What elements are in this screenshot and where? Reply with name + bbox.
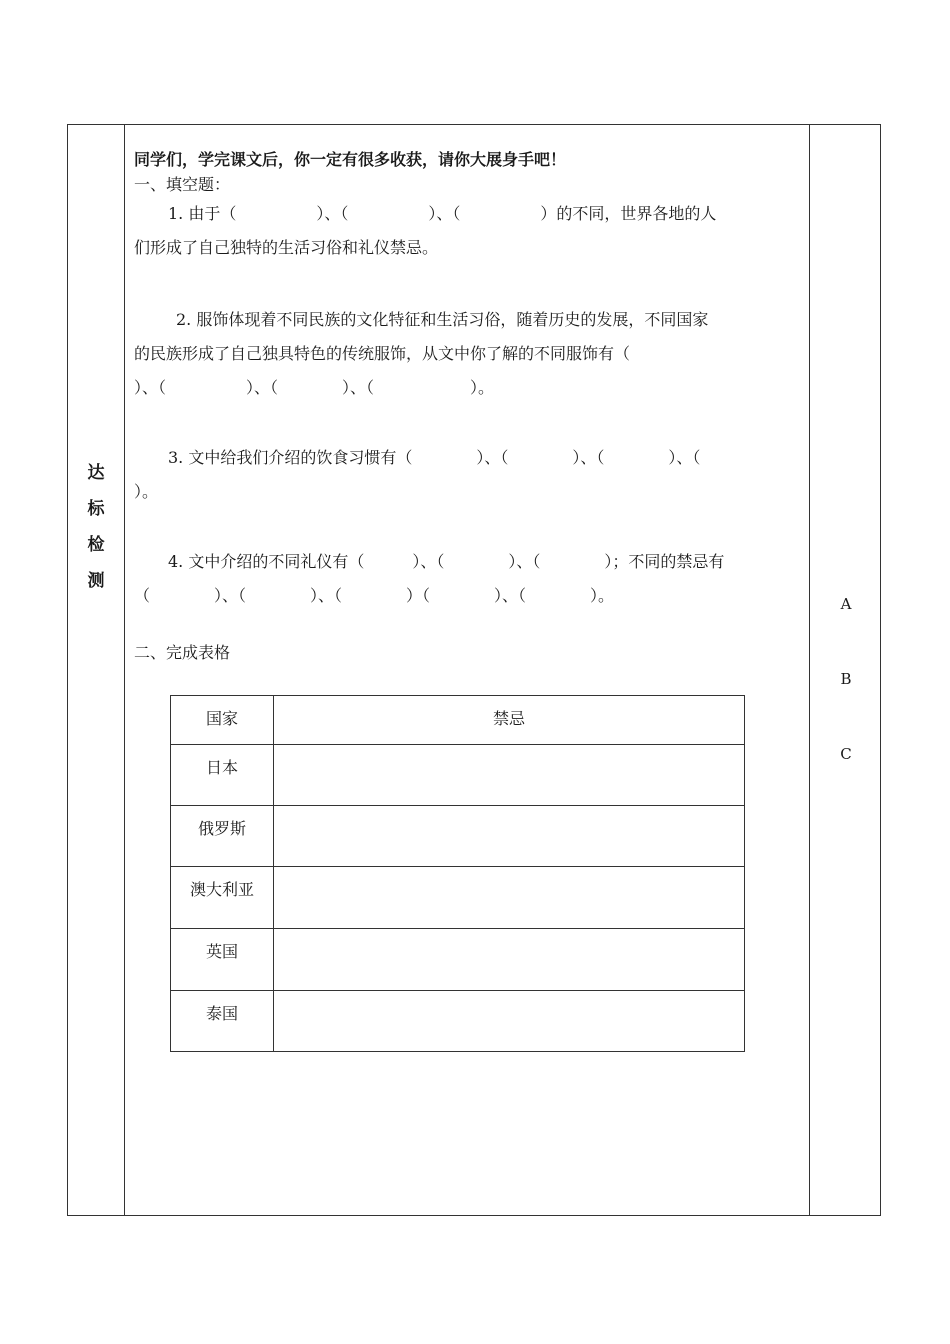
grade-a: A <box>840 595 852 613</box>
taboo-table <box>170 695 745 1052</box>
table-row <box>171 929 745 991</box>
question-1-line-1: 1. 由于（ ）、（ ）、（ ）的不同，世界各地的人 <box>168 204 717 223</box>
section-label-char: 测 <box>87 571 105 591</box>
question-2-line-2: 的民族形成了自己独具特色的传统服饰，从文中你了解的不同服饰有（ <box>134 344 631 363</box>
exercise-content <box>134 145 802 665</box>
section-label-char: 标 <box>87 499 105 519</box>
question-4-line-1: 4. 文中介绍的不同礼仪有（ ）、（ ）、（ ）；不同的禁忌有 <box>168 552 725 571</box>
question-3 <box>134 441 802 509</box>
grade-b: B <box>840 670 852 688</box>
table-cell-taboo-input[interactable] <box>274 991 745 1052</box>
table-header-row <box>171 696 745 745</box>
section-heading-table: 二、完成表格 <box>134 643 231 662</box>
table-cell-country: 日本 <box>171 745 274 806</box>
table-cell-taboo-input[interactable] <box>274 929 745 991</box>
table-cell-taboo-input[interactable] <box>274 745 745 806</box>
question-4 <box>134 545 802 613</box>
question-2-line-3: ）、（ ）、（ ）、（ ）。 <box>134 378 495 397</box>
question-2 <box>134 303 802 405</box>
table-cell-country: 澳大利亚 <box>171 867 274 929</box>
question-3-line-2: ）。 <box>134 482 159 501</box>
table-row <box>171 745 745 806</box>
table-header-taboo: 禁忌 <box>274 696 745 745</box>
table-cell-country: 英国 <box>171 929 274 991</box>
table-row <box>171 867 745 929</box>
table-cell-taboo-input[interactable] <box>274 867 745 929</box>
question-1 <box>134 197 802 265</box>
worksheet-frame <box>67 124 881 1216</box>
grade-c: C <box>840 745 852 763</box>
table-cell-taboo-input[interactable] <box>274 806 745 867</box>
table-row <box>171 806 745 867</box>
intro-text: 同学们，学完课文后，你一定有很多收获，请你大展身手吧！ <box>134 150 567 169</box>
table-header-country: 国家 <box>171 696 274 745</box>
grade-column <box>810 595 882 820</box>
section-heading-fill-blank: 一、填空题： <box>134 175 231 194</box>
column-divider-left <box>124 125 125 1215</box>
question-1-line-2: 们形成了自己独特的生活习俗和礼仪禁忌。 <box>134 238 439 257</box>
table-cell-country: 泰国 <box>171 991 274 1052</box>
section-label <box>68 455 124 599</box>
question-2-line-1: 2. 服饰体现着不同民族的文化特征和生活习俗，随着历史的发展，不同国家 <box>176 310 709 329</box>
question-4-line-2: （ ）、（ ）、（ ）（ ）、（ ）。 <box>134 586 615 605</box>
table-cell-country: 俄罗斯 <box>171 806 274 867</box>
question-3-line-1: 3. 文中给我们介绍的饮食习惯有（ ）、（ ）、（ ）、（ <box>168 448 701 467</box>
section-label-char: 检 <box>87 535 105 555</box>
section-label-char: 达 <box>87 463 105 483</box>
table-row <box>171 991 745 1052</box>
